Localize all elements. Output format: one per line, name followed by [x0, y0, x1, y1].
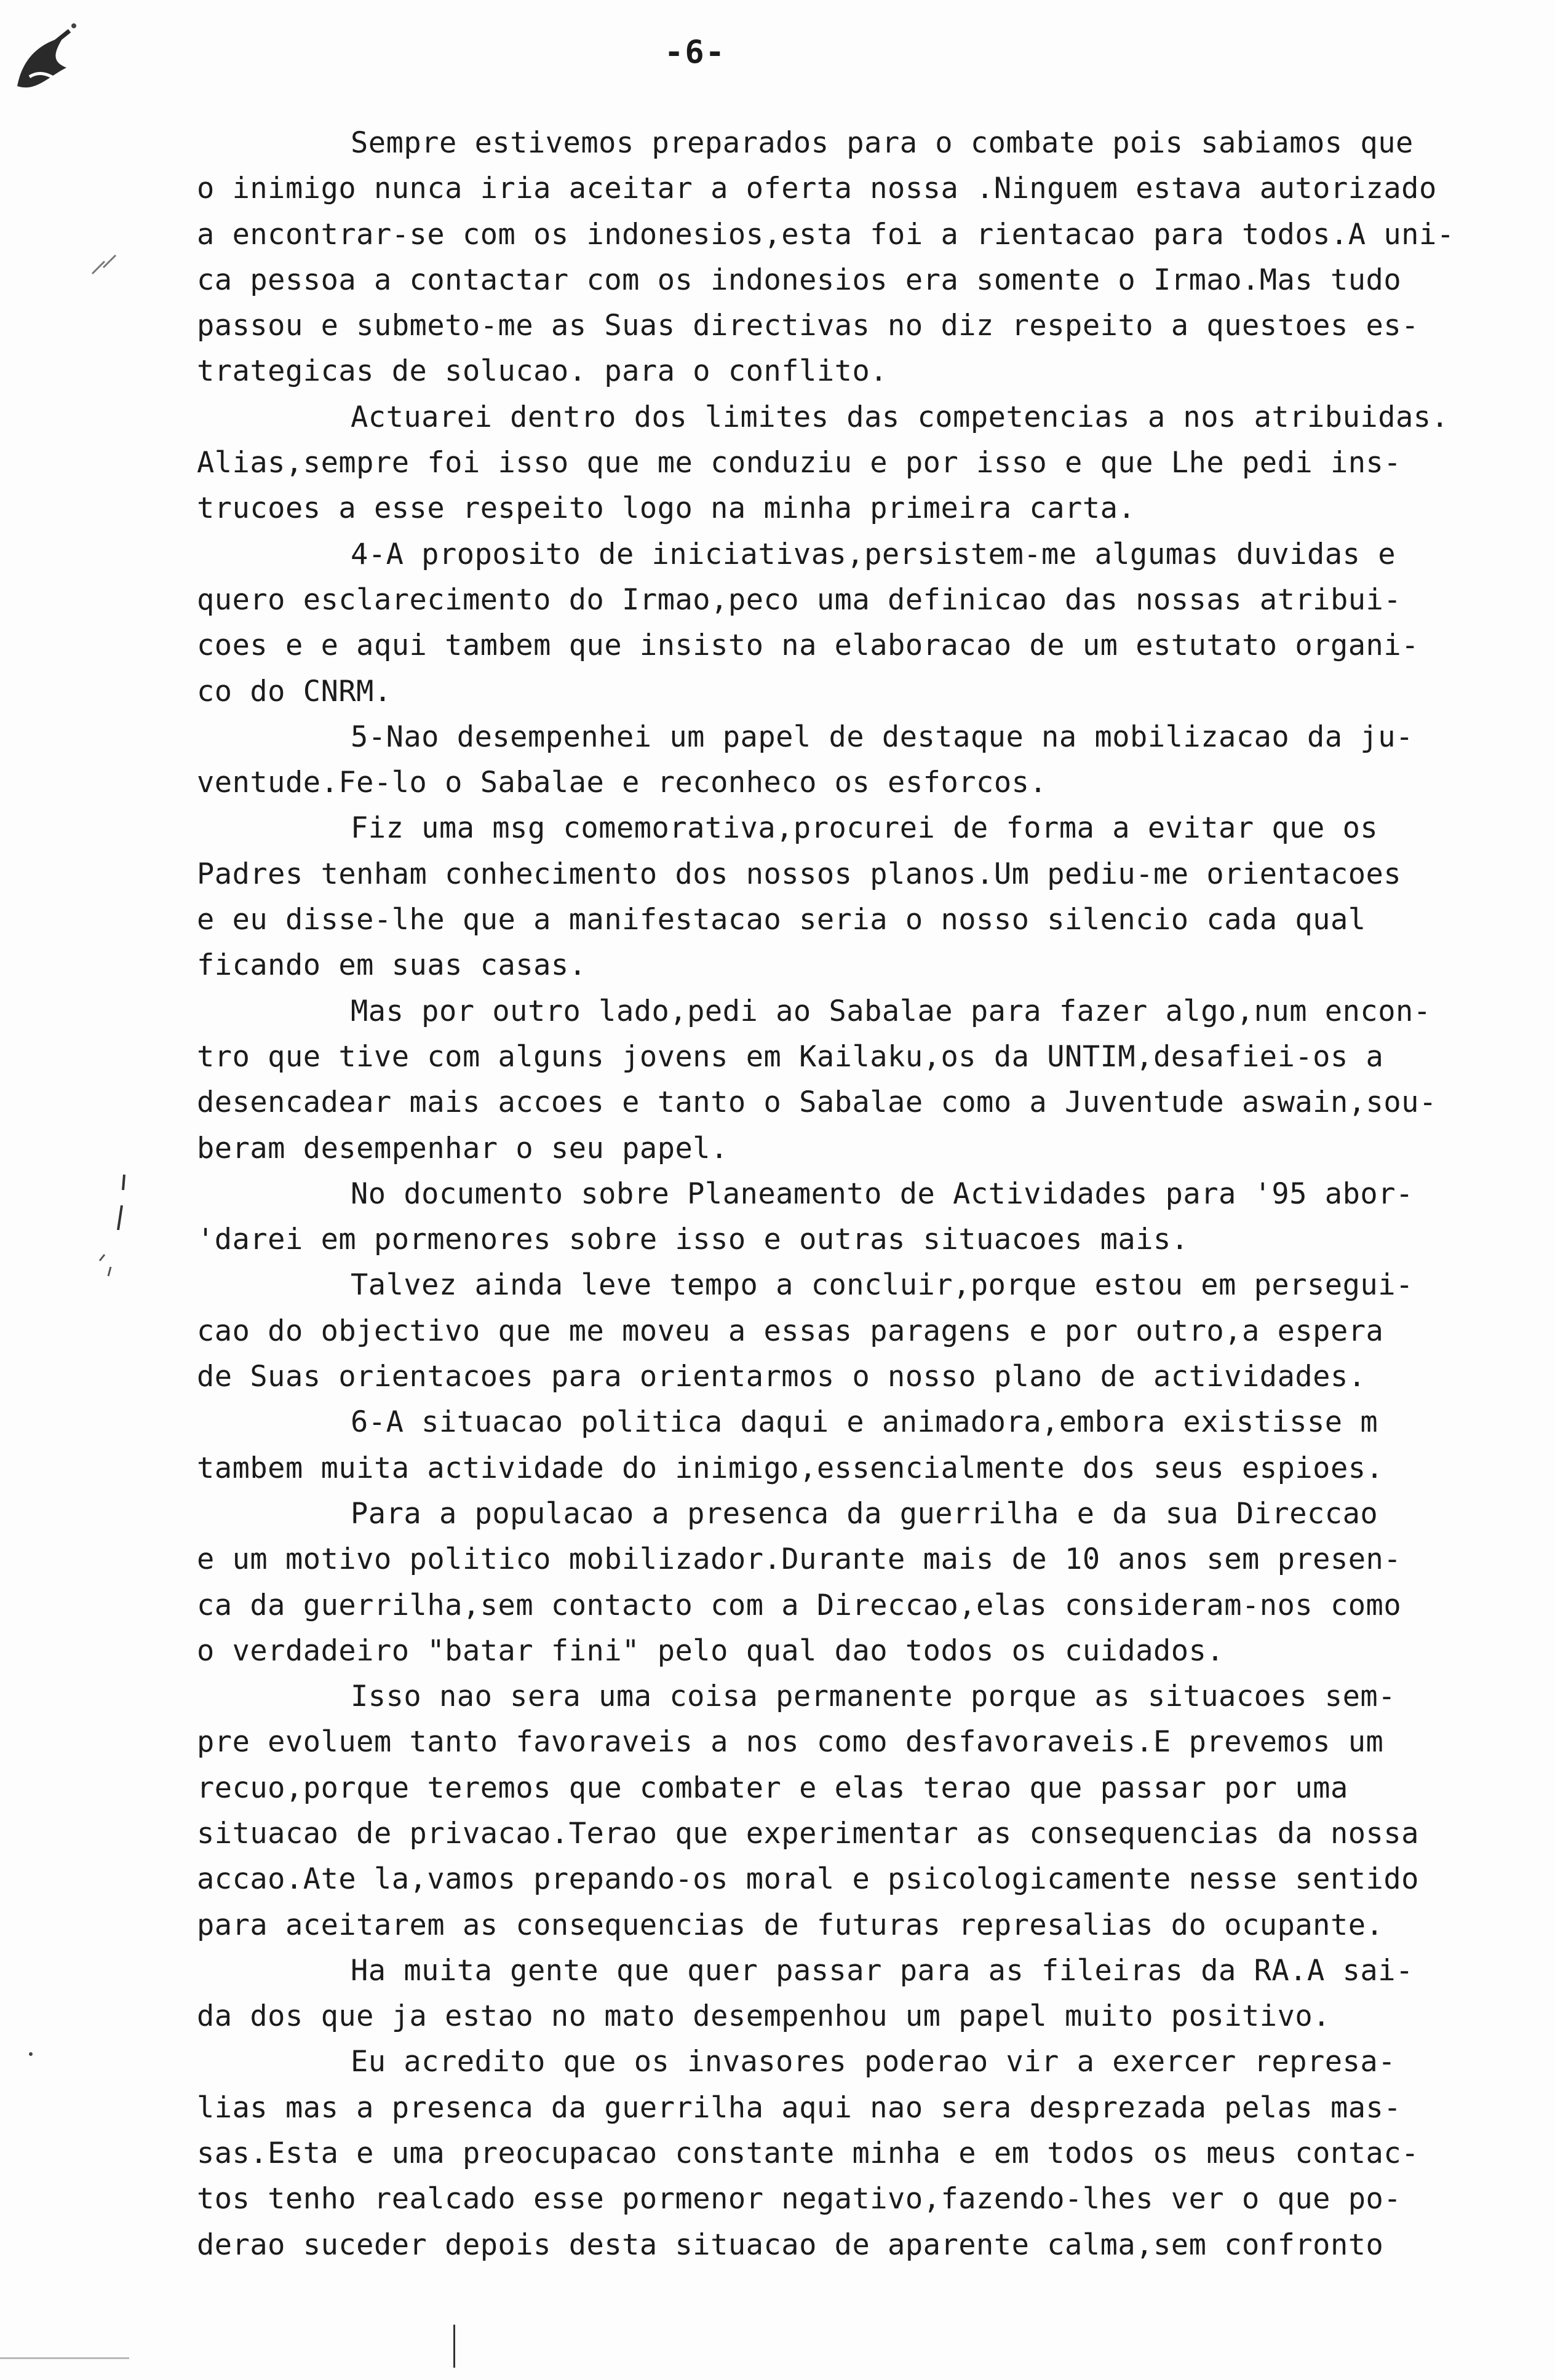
text-line: passou e submeto-me as Suas directivas no diz respeito a questoes es- [197, 309, 1419, 343]
text-line: ventude.Fe-lo o Sabalae e reconheco os esforcos. [197, 766, 1048, 800]
text-line: recuo,porque teremos que combater e elas terao que passar por uma [197, 1771, 1348, 1805]
bottom-pen-stroke [453, 2325, 455, 2368]
text-line: e um motivo politico mobilizador.Durante mais de 10 anos sem presen- [197, 1542, 1402, 1577]
text-line: pre evoluem tanto favoraveis a nos como desfavoraveis.E prevemos um [197, 1725, 1384, 1759]
margin-pencil-mark-icon [86, 1168, 141, 1279]
text-line: co do CNRM. [197, 674, 392, 708]
ink-stamp-mark-icon [5, 18, 85, 111]
text-line: trategicas de solucao. para o conflito. [197, 354, 888, 389]
text-line: Mas por outro lado,pedi ao Sabalae para fazer algo,num encon- [351, 994, 1431, 1028]
text-line: para aceitarem as consequencias de futuras represalias do ocupante. [197, 1908, 1384, 1942]
page-number: -6- [664, 34, 726, 71]
text-line: desencadear mais accoes e tanto o Sabalae como a Juventude aswain,sou- [197, 1085, 1437, 1120]
text-line: coes e e aqui tambem que insisto na elaboracao de um estutato organi- [197, 629, 1419, 663]
text-line: 6-A situacao politica daqui e animadora,embora existisse m [351, 1405, 1378, 1440]
text-line: 4-A proposito de iniciativas,persistem-me algumas duvidas e [351, 537, 1396, 571]
text-line: situacao de privacao.Terao que experimentar as consequencias da nossa [197, 1816, 1419, 1850]
text-line: tro que tive com alguns jovens em Kailaku,os da UNTIM,desafiei-os a [197, 1039, 1384, 1074]
text-line: ca da guerrilha,sem contacto com a Direccao,elas consideram-nos como [197, 1588, 1402, 1622]
margin-dot-mark-icon [25, 2048, 37, 2060]
text-line: Fiz uma msg comemorativa,procurei de forma a evitar que os [351, 811, 1378, 846]
text-line: Padres tenham conhecimento dos nossos planos.Um pediu-me orientacoes [197, 857, 1402, 891]
text-line: Ha muita gente que quer passar para as fileiras da RA.A sai- [351, 1953, 1414, 1988]
text-line: No documento sobre Planeamento de Actividades para '95 abor- [351, 1176, 1414, 1211]
text-line: a encontrar-se com os indonesios,esta foi a rientacao para todos.A uni- [197, 217, 1455, 252]
text-line: de Suas orientacoes para orientarmos o nosso plano de actividades. [197, 1360, 1366, 1394]
text-line: derao suceder depois desta situacao de aparente calma,sem confronto [197, 2227, 1384, 2262]
text-line: Alias,sempre foi isso que me conduziu e por isso e que Lhe pedi ins- [197, 446, 1402, 480]
text-line: 5-Nao desempenhei um papel de destaque na mobilizacao da ju- [351, 720, 1414, 754]
text-line: quero esclarecimento do Irmao,peco uma definicao das nossas atribui- [197, 582, 1402, 617]
text-line: ficando em suas casas. [197, 948, 587, 983]
text-line: beram desempenhar o seu papel. [197, 1131, 728, 1165]
text-line: ca pessoa a contactar com os indonesios era somente o Irmao.Mas tudo [197, 263, 1402, 297]
text-line: Sempre estivemos preparados para o combate pois sabiamos que [351, 126, 1414, 160]
text-line: o verdadeiro "batar fini" pelo qual dao todos os cuidados. [197, 1633, 1225, 1668]
text-line: accao.Ate la,vamos prepando-os moral e psicologicamente nesse sentido [197, 1862, 1419, 1897]
margin-pencil-mark-icon [86, 249, 123, 280]
text-line: cao do objectivo que me moveu a essas paragens e por outro,a espera [197, 1314, 1384, 1348]
typewritten-letter-body [197, 121, 1479, 2268]
text-line: tos tenho realcado esse pormenor negativo,fazendo-lhes ver o que po- [197, 2182, 1402, 2216]
text-line: trucoes a esse respeito logo na minha primeira carta. [197, 491, 1136, 526]
text-line: e eu disse-lhe que a manifestacao seria o nosso silencio cada qual [197, 903, 1366, 937]
text-line: lias mas a presenca da guerrilha aqui nao sera desprezada pelas mas- [197, 2090, 1402, 2125]
text-line: sas.Esta e uma preocupacao constante minha e em todos os meus contac- [197, 2136, 1419, 2171]
text-line: Isso nao sera uma coisa permanente porque as situacoes sem- [351, 1680, 1396, 1714]
text-line: Actuarei dentro dos limites das competencias a nos atribuidas. [351, 400, 1449, 434]
bottom-edge-rule [0, 2357, 129, 2359]
text-line: Para a populacao a presenca da guerrilha e da sua Direccao [351, 1496, 1378, 1531]
text-line: o inimigo nunca iria aceitar a oferta nossa .Ninguem estava autorizado [197, 172, 1437, 206]
text-line: Talvez ainda leve tempo a concluir,porque estou em persegui- [351, 1268, 1414, 1303]
text-line: tambem muita actividade do inimigo,essencialmente dos seus espioes. [197, 1451, 1384, 1485]
text-line: da dos que ja estao no mato desempenhou um papel muito positivo. [197, 1999, 1330, 2034]
text-line: Eu acredito que os invasores poderao vir a exercer represa- [351, 2045, 1396, 2079]
text-line: 'darei em pormenores sobre isso e outras situacoes mais. [197, 1223, 1189, 1257]
